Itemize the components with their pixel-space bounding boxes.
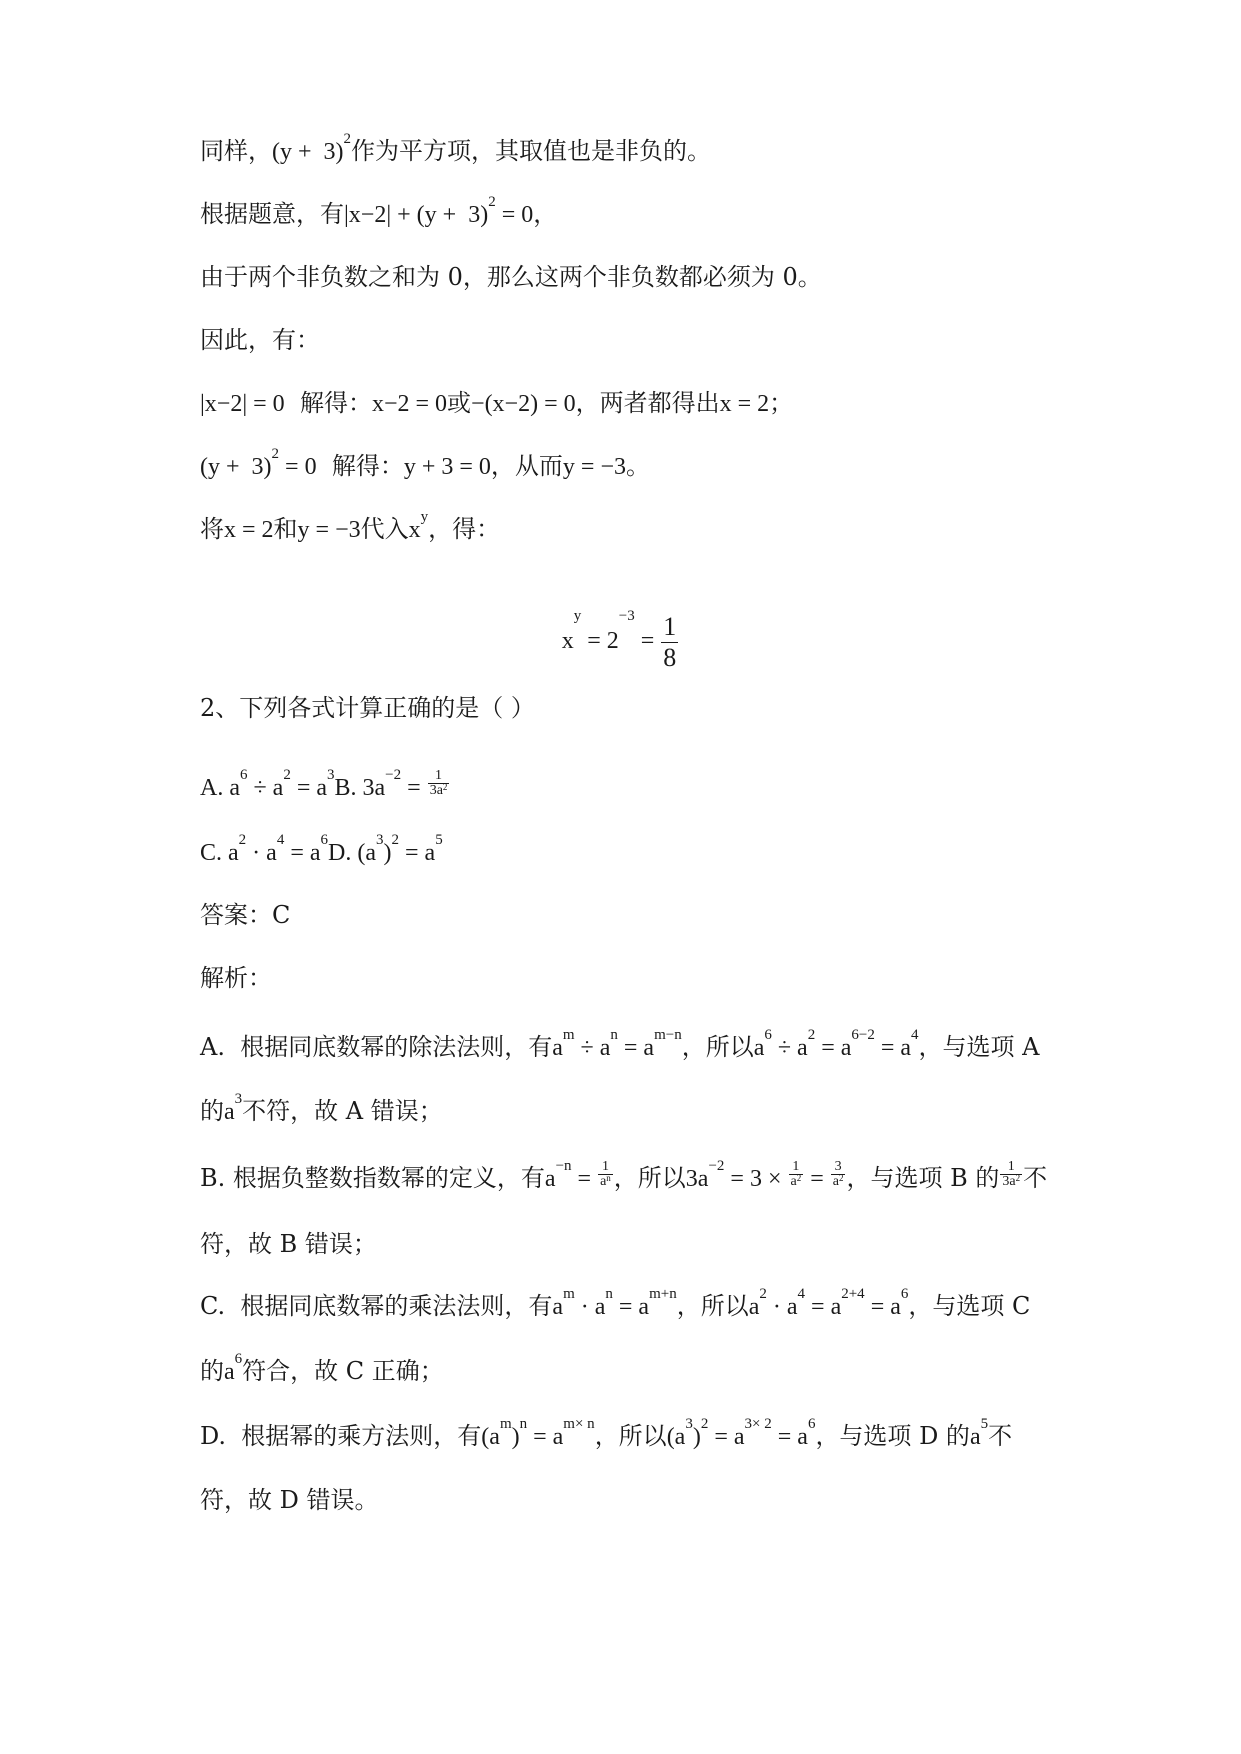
analysis-d-line-2: 符，故 D 错误。	[200, 1486, 379, 1514]
question-2: 2、下列各式计算正确的是（ ）	[200, 694, 535, 722]
analysis-c-line-1: C. 根据同底数幂的乘法法则，有$a^m \cdot a^n = a^{m+n}$，所以$a^2 \cdot a^4 = a^{2+4} = a^6$，与选项 C	[200, 1286, 1031, 1320]
text-line-1: 同样，$(y + 3)^2$作为平方项，其取值也是非负的。	[200, 131, 712, 165]
answer-line: 答案：C	[200, 901, 291, 929]
text-line-7: 将x = 2和y = −3代入$x^y$，得：	[200, 509, 501, 543]
analysis-b-line-2: 符，故 B 错误；	[200, 1230, 377, 1258]
text-line-4: 因此，有：	[200, 326, 320, 354]
analysis-b-line-1: B. 根据负整数指数幂的定义，有$a^{-n}$ = $\frac{1}{a^n}$ ，所以$3a^{-2} = 3$ × $\frac{1}{a^2}$ = $\frac{3}{a^2}$ ，与选项 B 的 $\frac{1}{3a^2}$ 不	[200, 1158, 1048, 1192]
fraction-one-eighth: $\frac{1}{8}$	[663, 612, 677, 672]
analysis-a-line-2: 的$a^3$不符，故 A 错误；	[200, 1091, 443, 1125]
analysis-c-line-2: 的$a^6$符合，故 C 正确；	[200, 1351, 444, 1385]
text-line-5: |x−2| = 0 解得：x−2 = 0或−(x−2) = 0，两者都得出x = 2；	[200, 389, 794, 417]
options-a-b: A. $a^6 \div a^2 = a^3B$. $3a^{-2}$ = $\frac{1}{3a^2}$	[200, 767, 448, 801]
text-line-2: 根据题意，有$|x-2| + (y + 3)^2 = 0$，	[200, 194, 558, 228]
analysis-d-line-1: D. 根据幂的乘方法则，有$(a^m)^n = a^{m\times n}$，所以$(a^3)^2 = a^{3\times 2} = a^6$，与选项 D 的$a^5$不	[200, 1416, 1013, 1450]
display-equation: $x^y = 2^{-3}$ = $\frac{1}{8}$	[561, 608, 677, 672]
options-c-d: C. $a^2 \cdot a^4 = a^6D$. $(a^3)^2 = a^5$	[200, 832, 443, 866]
analysis-a-line-1: A. 根据同底数幂的除法法则，有$a^m \div a^n = a^{m-n}$，所以$a^6 \div a^2 = a^{6-2} = a^4$，与选项 A	[200, 1027, 1040, 1061]
analysis-heading: 解析：	[200, 964, 272, 992]
text-line-3: 由于两个非负数之和为 0，那么这两个非负数都必须为 0。	[200, 263, 822, 291]
text-line-6: $(y + 3)^2 = 0$ 解得：y + 3 = 0，从而y = −3。	[200, 446, 650, 480]
